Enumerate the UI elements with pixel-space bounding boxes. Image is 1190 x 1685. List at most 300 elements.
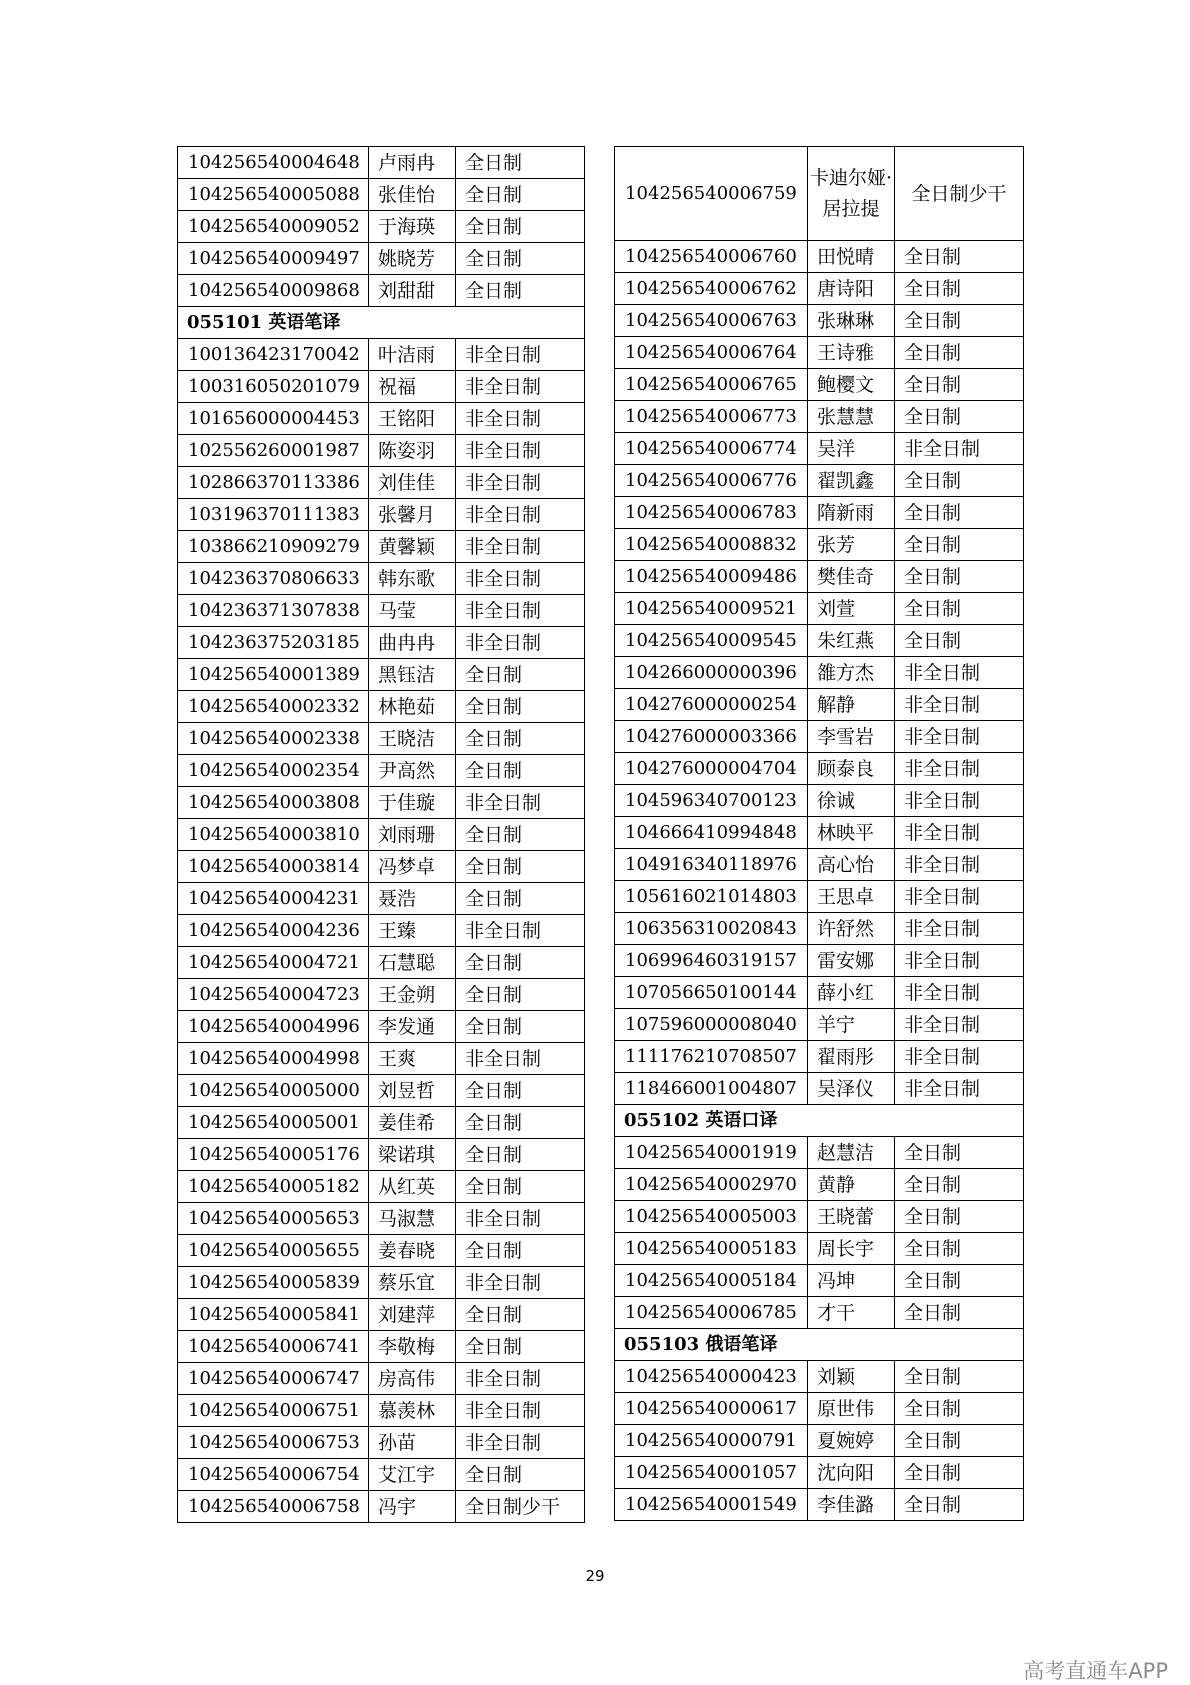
candidate-name-cell: 才干 (808, 1297, 895, 1329)
section-title: 055103 俄语笔译 (615, 1329, 1024, 1361)
candidate-id-cell: 104256540006785 (615, 1297, 808, 1329)
candidate-id-cell: 101656000004453 (178, 403, 369, 435)
study-type-cell: 全日制 (895, 337, 1024, 369)
candidate-name-cell: 王思卓 (808, 881, 895, 913)
study-type-cell: 非全日制 (895, 433, 1024, 465)
table-row (178, 1363, 585, 1395)
study-type-cell: 全日制 (456, 1459, 585, 1491)
table-row (615, 497, 1024, 529)
candidate-name-cell: 王爽 (369, 1043, 456, 1075)
study-type-cell: 非全日制 (895, 1073, 1024, 1105)
candidate-id-cell: 104256540004648 (178, 147, 369, 179)
table-row (178, 211, 585, 243)
candidate-name-cell: 蔡乐宜 (369, 1267, 456, 1299)
candidate-id-cell: 104256540003814 (178, 851, 369, 883)
table-row (178, 179, 585, 211)
study-type-cell: 非全日制 (456, 787, 585, 819)
candidate-id-cell: 104916340118976 (615, 849, 808, 881)
study-type-cell: 全日制 (895, 1297, 1024, 1329)
study-type-cell: 非全日制 (456, 435, 585, 467)
study-type-cell: 非全日制 (895, 945, 1024, 977)
candidate-id-cell: 104256540004231 (178, 883, 369, 915)
candidate-name-cell: 吴洋 (808, 433, 895, 465)
table-row (178, 787, 585, 819)
right-table-body (615, 147, 1024, 1521)
table-row (178, 531, 585, 563)
study-type-cell: 非全日制 (895, 689, 1024, 721)
candidate-id-cell: 104256540006760 (615, 241, 808, 273)
candidate-name-cell: 刘昱哲 (369, 1075, 456, 1107)
candidate-name-cell: 樊佳奇 (808, 561, 895, 593)
candidate-id-cell: 104256540001057 (615, 1457, 808, 1489)
table-row (615, 1073, 1024, 1105)
study-type-cell: 全日制 (456, 659, 585, 691)
candidate-id-cell: 104256540008832 (615, 529, 808, 561)
candidate-id-cell: 107056650100144 (615, 977, 808, 1009)
table-row (615, 593, 1024, 625)
candidate-id-cell: 105616021014803 (615, 881, 808, 913)
study-type-cell: 非全日制 (895, 721, 1024, 753)
table-row (178, 563, 585, 595)
table-row (615, 1425, 1024, 1457)
candidate-name-cell: 王晓蕾 (808, 1201, 895, 1233)
table-row (615, 273, 1024, 305)
candidate-name-cell: 王铭阳 (369, 403, 456, 435)
study-type-cell: 非全日制 (456, 371, 585, 403)
candidate-name-cell: 张慧慧 (808, 401, 895, 433)
candidate-id-cell: 103196370111383 (178, 499, 369, 531)
candidate-id-cell: 104256540005183 (615, 1233, 808, 1265)
candidate-name-cell: 薛小红 (808, 977, 895, 1009)
candidate-name-cell: 尹高然 (369, 755, 456, 787)
candidate-id-cell: 104276000003366 (615, 721, 808, 753)
candidate-id-cell: 104256540004998 (178, 1043, 369, 1075)
candidate-id-cell: 104256540001389 (178, 659, 369, 691)
candidate-name-cell: 冯坤 (808, 1265, 895, 1297)
candidate-id-cell: 104256540009052 (178, 211, 369, 243)
table-row (615, 1457, 1024, 1489)
candidate-id-cell: 104256540006774 (615, 433, 808, 465)
table-row (178, 1075, 585, 1107)
candidate-id-cell: 104256540006741 (178, 1331, 369, 1363)
table-row (615, 657, 1024, 689)
study-type-cell: 全日制少干 (456, 1491, 585, 1523)
candidate-name-cell: 刘颖 (808, 1361, 895, 1393)
candidate-id-cell: 104256540009545 (615, 625, 808, 657)
table-row (615, 337, 1024, 369)
study-type-cell: 全日制 (456, 1075, 585, 1107)
table-row (615, 369, 1024, 401)
table-row (178, 627, 585, 659)
candidate-name-cell: 韩东歌 (369, 563, 456, 595)
table-row (178, 1203, 585, 1235)
table-row (178, 1395, 585, 1427)
candidate-id-cell: 104256540003810 (178, 819, 369, 851)
candidate-name-cell: 林映平 (808, 817, 895, 849)
study-type-cell: 全日制 (895, 1169, 1024, 1201)
candidate-name-cell: 王晓洁 (369, 723, 456, 755)
table-row (178, 371, 585, 403)
section-header-row (178, 307, 585, 339)
study-type-cell: 全日制 (456, 979, 585, 1011)
section-header-row (615, 1105, 1024, 1137)
study-type-cell: 全日制 (895, 241, 1024, 273)
candidate-name-cell: 石慧聪 (369, 947, 456, 979)
candidate-id-cell: 104256540006762 (615, 273, 808, 305)
study-type-cell: 全日制 (895, 1393, 1024, 1425)
candidate-id-cell: 104256540002338 (178, 723, 369, 755)
table-row (615, 1393, 1024, 1425)
table-row (615, 401, 1024, 433)
study-type-cell: 全日制 (895, 1361, 1024, 1393)
candidate-id-cell: 104256540005841 (178, 1299, 369, 1331)
study-type-cell: 全日制 (895, 1489, 1024, 1521)
candidate-name-cell: 马淑慧 (369, 1203, 456, 1235)
candidate-id-cell: 104256540005000 (178, 1075, 369, 1107)
study-type-cell: 非全日制 (456, 531, 585, 563)
candidate-id-cell: 104256540009868 (178, 275, 369, 307)
study-type-cell: 全日制 (456, 1107, 585, 1139)
table-row (615, 1265, 1024, 1297)
candidate-id-cell: 104256540005088 (178, 179, 369, 211)
study-type-cell: 全日制 (895, 465, 1024, 497)
candidate-name-cell: 黑钰洁 (369, 659, 456, 691)
table-row (615, 945, 1024, 977)
candidate-name-cell: 卢雨冉 (369, 147, 456, 179)
table-row (615, 849, 1024, 881)
candidate-id-cell: 104256540006764 (615, 337, 808, 369)
page-number: 29 (585, 1567, 605, 1585)
study-type-cell: 非全日制 (456, 1267, 585, 1299)
study-type-cell: 全日制 (895, 561, 1024, 593)
candidate-name-cell: 梁诺琪 (369, 1139, 456, 1171)
candidate-name-cell: 曲冉冉 (369, 627, 456, 659)
candidate-name-cell: 李佳潞 (808, 1489, 895, 1521)
table-row (178, 883, 585, 915)
candidate-name-cell: 羊宁 (808, 1009, 895, 1041)
table-row (178, 1267, 585, 1299)
study-type-cell: 全日制 (895, 1457, 1024, 1489)
candidate-id-cell: 104666410994848 (615, 817, 808, 849)
candidate-id-cell: 104256540005176 (178, 1139, 369, 1171)
table-row (178, 915, 585, 947)
candidate-id-cell: 104256540005001 (178, 1107, 369, 1139)
candidate-name-cell: 赵慧洁 (808, 1137, 895, 1169)
candidate-name-cell: 许舒然 (808, 913, 895, 945)
study-type-cell: 全日制少干 (895, 147, 1024, 241)
table-row (178, 243, 585, 275)
candidate-id-cell: 118466001004807 (615, 1073, 808, 1105)
candidate-name-cell: 沈向阳 (808, 1457, 895, 1489)
candidate-name-cell: 从红英 (369, 1171, 456, 1203)
table-row (615, 1169, 1024, 1201)
table-row (615, 305, 1024, 337)
right-admission-table (614, 146, 1024, 1521)
study-type-cell: 非全日制 (895, 977, 1024, 1009)
candidate-name-cell: 于佳璇 (369, 787, 456, 819)
table-row (178, 691, 585, 723)
candidate-id-cell: 104276000004704 (615, 753, 808, 785)
candidate-id-cell: 102556260001987 (178, 435, 369, 467)
candidate-name-cell: 高心怡 (808, 849, 895, 881)
table-row (615, 1009, 1024, 1041)
table-row (178, 1107, 585, 1139)
study-type-cell: 全日制 (456, 1171, 585, 1203)
candidate-name-cell: 李雪岩 (808, 721, 895, 753)
study-type-cell: 全日制 (456, 275, 585, 307)
candidate-name-cell: 马莹 (369, 595, 456, 627)
candidate-id-cell: 104256540000617 (615, 1393, 808, 1425)
candidate-name-cell: 翟凯鑫 (808, 465, 895, 497)
table-row (178, 435, 585, 467)
study-type-cell: 非全日制 (895, 881, 1024, 913)
study-type-cell: 非全日制 (895, 1041, 1024, 1073)
table-row (615, 147, 1024, 241)
study-type-cell: 非全日制 (456, 1043, 585, 1075)
table-row (615, 785, 1024, 817)
candidate-name-cell: 雷安娜 (808, 945, 895, 977)
candidate-name-cell: 聂浩 (369, 883, 456, 915)
study-type-cell: 全日制 (456, 147, 585, 179)
table-row (178, 979, 585, 1011)
table-row (178, 659, 585, 691)
study-type-cell: 非全日制 (456, 499, 585, 531)
study-type-cell: 非全日制 (895, 913, 1024, 945)
study-type-cell: 全日制 (895, 1265, 1024, 1297)
table-row (178, 723, 585, 755)
candidate-id-cell: 104256540002354 (178, 755, 369, 787)
table-row (178, 1171, 585, 1203)
study-type-cell: 全日制 (456, 851, 585, 883)
candidate-id-cell: 104256540006758 (178, 1491, 369, 1523)
candidate-id-cell: 104256540005655 (178, 1235, 369, 1267)
candidate-name-cell: 翟雨彤 (808, 1041, 895, 1073)
candidate-name-cell: 周长宇 (808, 1233, 895, 1265)
study-type-cell: 非全日制 (456, 467, 585, 499)
study-type-cell: 非全日制 (456, 403, 585, 435)
candidate-name-cell: 李敬梅 (369, 1331, 456, 1363)
study-type-cell: 全日制 (456, 1299, 585, 1331)
left-admission-table (177, 146, 585, 1523)
candidate-name-cell: 王金朔 (369, 979, 456, 1011)
table-row (615, 529, 1024, 561)
candidate-id-cell: 106356310020843 (615, 913, 808, 945)
candidate-name-cell: 陈姿羽 (369, 435, 456, 467)
candidate-id-cell: 104256540005839 (178, 1267, 369, 1299)
candidate-id-cell: 107596000008040 (615, 1009, 808, 1041)
candidate-id-cell: 104256540004721 (178, 947, 369, 979)
study-type-cell: 全日制 (895, 1425, 1024, 1457)
candidate-id-cell: 100136423170042 (178, 339, 369, 371)
candidate-name-cell: 夏婉婷 (808, 1425, 895, 1457)
candidate-id-cell: 104256540006747 (178, 1363, 369, 1395)
section-title: 055102 英语口译 (615, 1105, 1024, 1137)
candidate-name-cell: 解静 (808, 689, 895, 721)
candidate-name-cell: 张馨月 (369, 499, 456, 531)
candidate-id-cell: 104236371307838 (178, 595, 369, 627)
candidate-id-cell: 104256540009486 (615, 561, 808, 593)
table-row (615, 625, 1024, 657)
study-type-cell: 全日制 (456, 883, 585, 915)
study-type-cell: 全日制 (456, 755, 585, 787)
table-row (615, 1297, 1024, 1329)
candidate-id-cell: 104256540006751 (178, 1395, 369, 1427)
candidate-name-cell: 吴泽仪 (808, 1073, 895, 1105)
study-type-cell: 全日制 (895, 369, 1024, 401)
candidate-id-cell: 111176210708507 (615, 1041, 808, 1073)
study-type-cell: 非全日制 (895, 849, 1024, 881)
candidate-name-cell: 刘萱 (808, 593, 895, 625)
table-row (178, 339, 585, 371)
table-row (615, 977, 1024, 1009)
table-row (615, 465, 1024, 497)
candidate-id-cell: 104256540000423 (615, 1361, 808, 1393)
candidate-id-cell: 104256540001919 (615, 1137, 808, 1169)
section-title: 055101 英语笔译 (178, 307, 585, 339)
candidate-name-cell: 叶洁雨 (369, 339, 456, 371)
table-row (178, 147, 585, 179)
candidate-name-cell: 张琳琳 (808, 305, 895, 337)
study-type-cell: 全日制 (895, 593, 1024, 625)
study-type-cell: 非全日制 (456, 1427, 585, 1459)
candidate-name-cell: 姜佳希 (369, 1107, 456, 1139)
study-type-cell: 非全日制 (456, 595, 585, 627)
candidate-name-cell: 姜春晓 (369, 1235, 456, 1267)
candidate-name-cell: 孙苗 (369, 1427, 456, 1459)
candidate-id-cell: 104236370806633 (178, 563, 369, 595)
section-header-row (615, 1329, 1024, 1361)
candidate-id-cell: 104256540006776 (615, 465, 808, 497)
table-row (178, 851, 585, 883)
candidate-id-cell: 104256540002970 (615, 1169, 808, 1201)
table-row (178, 1299, 585, 1331)
candidate-name-cell: 黄静 (808, 1169, 895, 1201)
candidate-name-cell: 刘甜甜 (369, 275, 456, 307)
left-table-body (178, 147, 585, 1523)
candidate-id-cell: 104256540009497 (178, 243, 369, 275)
candidate-id-cell: 104256540005003 (615, 1201, 808, 1233)
study-type-cell: 非全日制 (456, 915, 585, 947)
table-row (615, 1041, 1024, 1073)
table-row (615, 721, 1024, 753)
candidate-name-cell: 刘雨珊 (369, 819, 456, 851)
candidate-id-cell: 104256540005184 (615, 1265, 808, 1297)
table-row (615, 881, 1024, 913)
candidate-id-cell: 102866370113386 (178, 467, 369, 499)
study-type-cell: 全日制 (895, 305, 1024, 337)
candidate-id-cell: 104236375203185 (178, 627, 369, 659)
study-type-cell: 全日制 (456, 1331, 585, 1363)
table-row (178, 755, 585, 787)
study-type-cell: 全日制 (895, 1233, 1024, 1265)
candidate-id-cell: 104256540005653 (178, 1203, 369, 1235)
study-type-cell: 非全日制 (456, 1395, 585, 1427)
candidate-name-cell: 于海瑛 (369, 211, 456, 243)
study-type-cell: 非全日制 (895, 1009, 1024, 1041)
candidate-id-cell: 104596340700123 (615, 785, 808, 817)
candidate-id-cell: 104256540006753 (178, 1427, 369, 1459)
candidate-name-cell: 刘佳佳 (369, 467, 456, 499)
table-row (178, 1459, 585, 1491)
candidate-id-cell: 104256540006759 (615, 147, 808, 241)
study-type-cell: 全日制 (456, 1011, 585, 1043)
study-type-cell: 全日制 (895, 625, 1024, 657)
candidate-name-cell: 冯梦卓 (369, 851, 456, 883)
candidate-name-cell: 房高伟 (369, 1363, 456, 1395)
candidate-name-cell: 黄馨颖 (369, 531, 456, 563)
candidate-name-cell: 冯宇 (369, 1491, 456, 1523)
table-row (178, 1235, 585, 1267)
candidate-name-cell: 原世伟 (808, 1393, 895, 1425)
study-type-cell: 全日制 (895, 1137, 1024, 1169)
candidate-id-cell: 104256540009521 (615, 593, 808, 625)
candidate-name-cell: 林艳茹 (369, 691, 456, 723)
candidate-id-cell: 104256540006783 (615, 497, 808, 529)
candidate-id-cell: 104256540001549 (615, 1489, 808, 1521)
study-type-cell: 非全日制 (456, 563, 585, 595)
candidate-id-cell: 104256540000791 (615, 1425, 808, 1457)
table-row (615, 433, 1024, 465)
candidate-id-cell: 104256540004723 (178, 979, 369, 1011)
table-row (615, 913, 1024, 945)
study-type-cell: 全日制 (456, 179, 585, 211)
table-row (615, 1201, 1024, 1233)
candidate-name-cell: 刘建萍 (369, 1299, 456, 1331)
candidate-name-cell: 艾江宇 (369, 1459, 456, 1491)
candidate-id-cell: 104266000000396 (615, 657, 808, 689)
candidate-name-cell: 王臻 (369, 915, 456, 947)
study-type-cell: 全日制 (895, 497, 1024, 529)
table-row (615, 241, 1024, 273)
candidate-name-cell: 祝福 (369, 371, 456, 403)
candidate-name-cell: 朱红燕 (808, 625, 895, 657)
candidate-name-cell: 卡迪尔娅·居拉提 (808, 147, 895, 241)
table-row (178, 1043, 585, 1075)
candidate-id-cell: 100316050201079 (178, 371, 369, 403)
table-row (615, 1489, 1024, 1521)
candidate-name-cell: 张芳 (808, 529, 895, 561)
table-row (615, 817, 1024, 849)
candidate-id-cell: 104256540004996 (178, 1011, 369, 1043)
study-type-cell: 全日制 (456, 1235, 585, 1267)
study-type-cell: 非全日制 (456, 1363, 585, 1395)
candidate-name-cell: 鲍樱文 (808, 369, 895, 401)
table-row (178, 595, 585, 627)
study-type-cell: 全日制 (895, 273, 1024, 305)
candidate-id-cell: 104256540005182 (178, 1171, 369, 1203)
candidate-id-cell: 104256540006773 (615, 401, 808, 433)
candidate-name-cell: 慕羡林 (369, 1395, 456, 1427)
study-type-cell: 全日制 (456, 1139, 585, 1171)
candidate-name-cell: 姚晓芳 (369, 243, 456, 275)
study-type-cell: 非全日制 (895, 753, 1024, 785)
table-row (615, 561, 1024, 593)
candidate-name-cell: 徐诚 (808, 785, 895, 817)
candidate-name-cell: 唐诗阳 (808, 273, 895, 305)
table-row (178, 1011, 585, 1043)
candidate-id-cell: 104256540006765 (615, 369, 808, 401)
table-row (178, 1139, 585, 1171)
candidate-name-cell: 李发通 (369, 1011, 456, 1043)
study-type-cell: 全日制 (456, 947, 585, 979)
table-row (178, 1331, 585, 1363)
table-row (178, 403, 585, 435)
candidate-id-cell: 104256540006763 (615, 305, 808, 337)
study-type-cell: 全日制 (456, 691, 585, 723)
study-type-cell: 全日制 (456, 723, 585, 755)
study-type-cell: 全日制 (895, 401, 1024, 433)
watermark: 高考直通车APP (1023, 1659, 1168, 1683)
